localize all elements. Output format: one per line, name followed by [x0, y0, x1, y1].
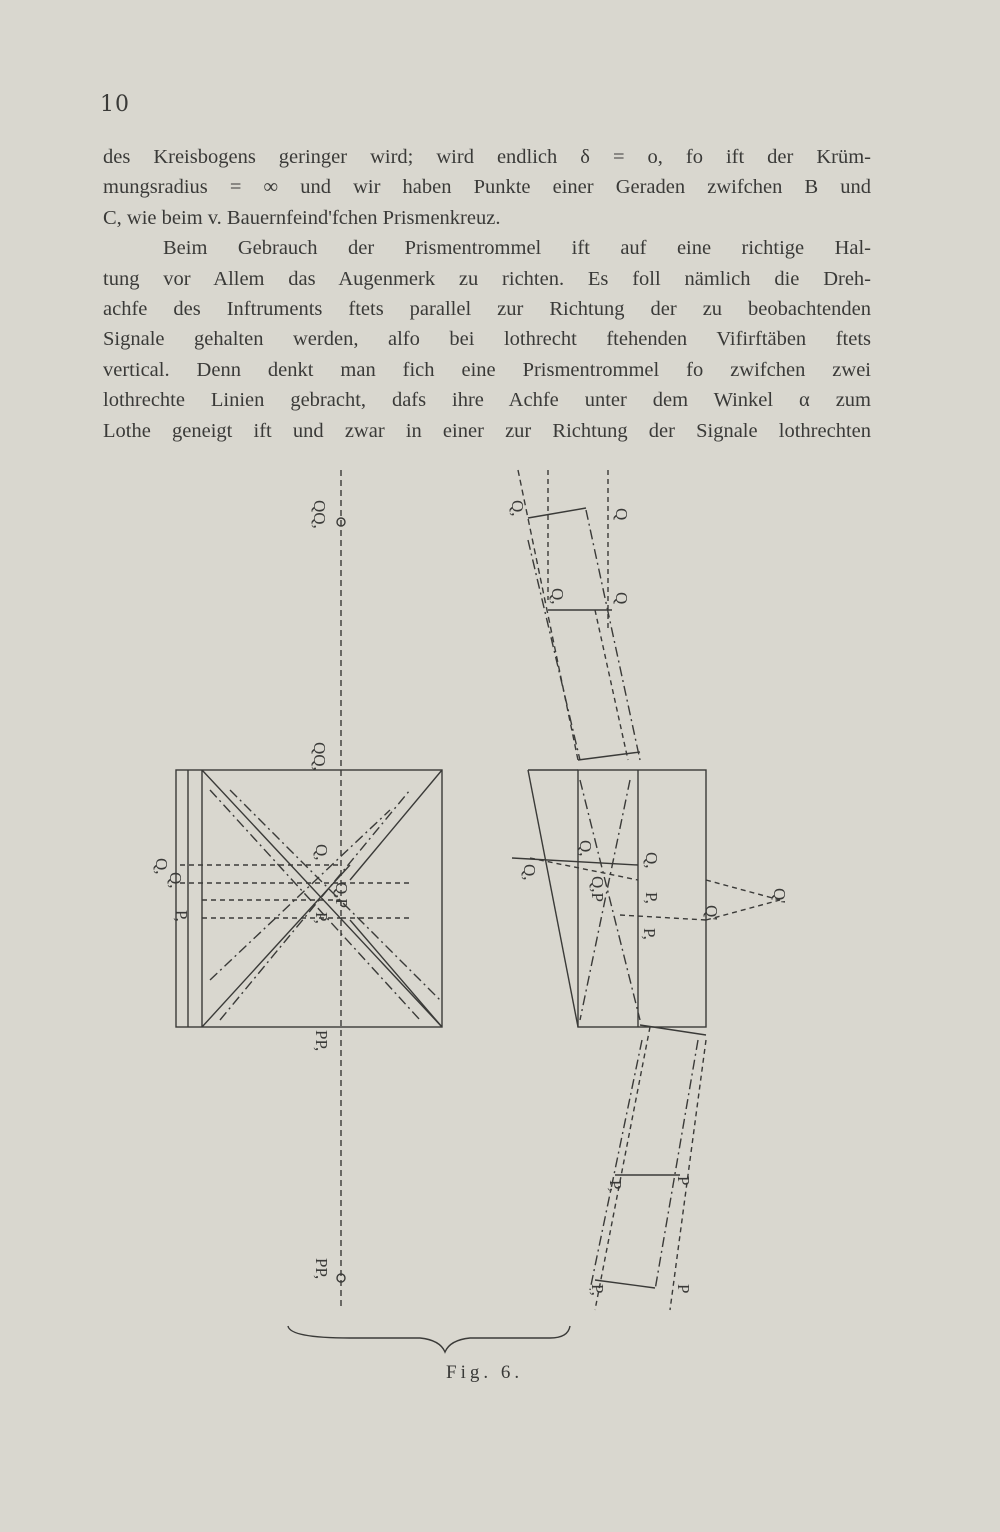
right-prism-slant: [528, 770, 578, 1027]
text-line: Lothe geneigt ift und zwar in einer zur Richtung der Signale lothrechten: [103, 419, 871, 442]
label: Q,P: [332, 882, 351, 908]
label: Q': [702, 905, 721, 921]
label: Q,: [548, 588, 567, 605]
figure-brace: [288, 1326, 570, 1352]
label: Q,: [312, 844, 331, 861]
right-top-cross: [578, 752, 640, 760]
label: P,: [588, 1284, 607, 1296]
body-text: [103, 142, 871, 446]
label: QQ,: [310, 742, 329, 771]
label: Q,P: [588, 876, 607, 902]
right-ray: [706, 880, 780, 900]
figure-6-diagram: [150, 460, 870, 1360]
text-line: achfe des Inftruments ftets parallel zur Richtung der zu beobachtenden: [103, 298, 871, 321]
label: Q,: [152, 858, 171, 875]
left-ray: [220, 790, 410, 1020]
text-line: des Kreisbogens geringer wird; wird endlich δ = o, fo ift der Krüm-: [103, 146, 871, 168]
text-line: Beim Gebrauch der Prismentrommel ift auf eine richtige Hal-: [163, 237, 871, 260]
text-line: mungsradius = ∞ und wir haben Punkte einer Geraden zwifchen B und: [103, 176, 871, 199]
text-line: vertical. Denn denkt man fich eine Prismentrommel fo zwifchen zwei: [103, 358, 871, 381]
label: P,: [642, 892, 661, 904]
left-prism-diagonal: [350, 770, 442, 880]
label: P,: [172, 910, 191, 922]
right-top-cross: [528, 508, 586, 518]
label: Q: [612, 508, 631, 521]
right-top-axis: [595, 610, 628, 760]
label: PP,: [312, 1258, 331, 1280]
label: Q: [612, 592, 631, 605]
text-line: tung vor Allem das Augenmerk zu richten. Es foll nämlich die Dreh-: [103, 267, 871, 290]
right-top-axis: [528, 540, 580, 760]
label: P,: [640, 928, 659, 940]
text-line: lothrechte Linien gebracht, dafs ihre Achfe unter dem Winkel α zum: [103, 389, 871, 412]
label: Q,: [166, 872, 185, 889]
text-line: Signale gehalten werden, alfo bei lothrecht ftehenden Vifirftäben ftets: [103, 328, 871, 351]
label: P,: [606, 1180, 625, 1192]
label: P: [674, 1176, 693, 1186]
text-line: C, wie beim v. Bauernfeind'fchen Prismenkreuz.: [103, 206, 501, 229]
label: Q,: [576, 840, 595, 857]
label: Q': [770, 888, 789, 904]
label: P,: [312, 912, 331, 924]
right-ray: [620, 915, 706, 920]
right-bottom-axis: [590, 1040, 642, 1290]
label: Q,: [520, 864, 539, 881]
label: P: [674, 1284, 693, 1294]
label: PP,: [312, 1030, 331, 1052]
page-number: 10: [100, 92, 130, 117]
right-top-axis: [586, 510, 640, 760]
figure-caption: Fig. 6.: [446, 1362, 524, 1383]
right-bottom-axis: [655, 1040, 698, 1290]
left-ray: [210, 810, 390, 980]
right-bottom-axis: [595, 1027, 650, 1310]
label: Q,: [642, 852, 661, 869]
left-prism-diagonal: [350, 920, 442, 1027]
label: QQ,: [310, 500, 329, 529]
label: Q,: [508, 500, 527, 517]
